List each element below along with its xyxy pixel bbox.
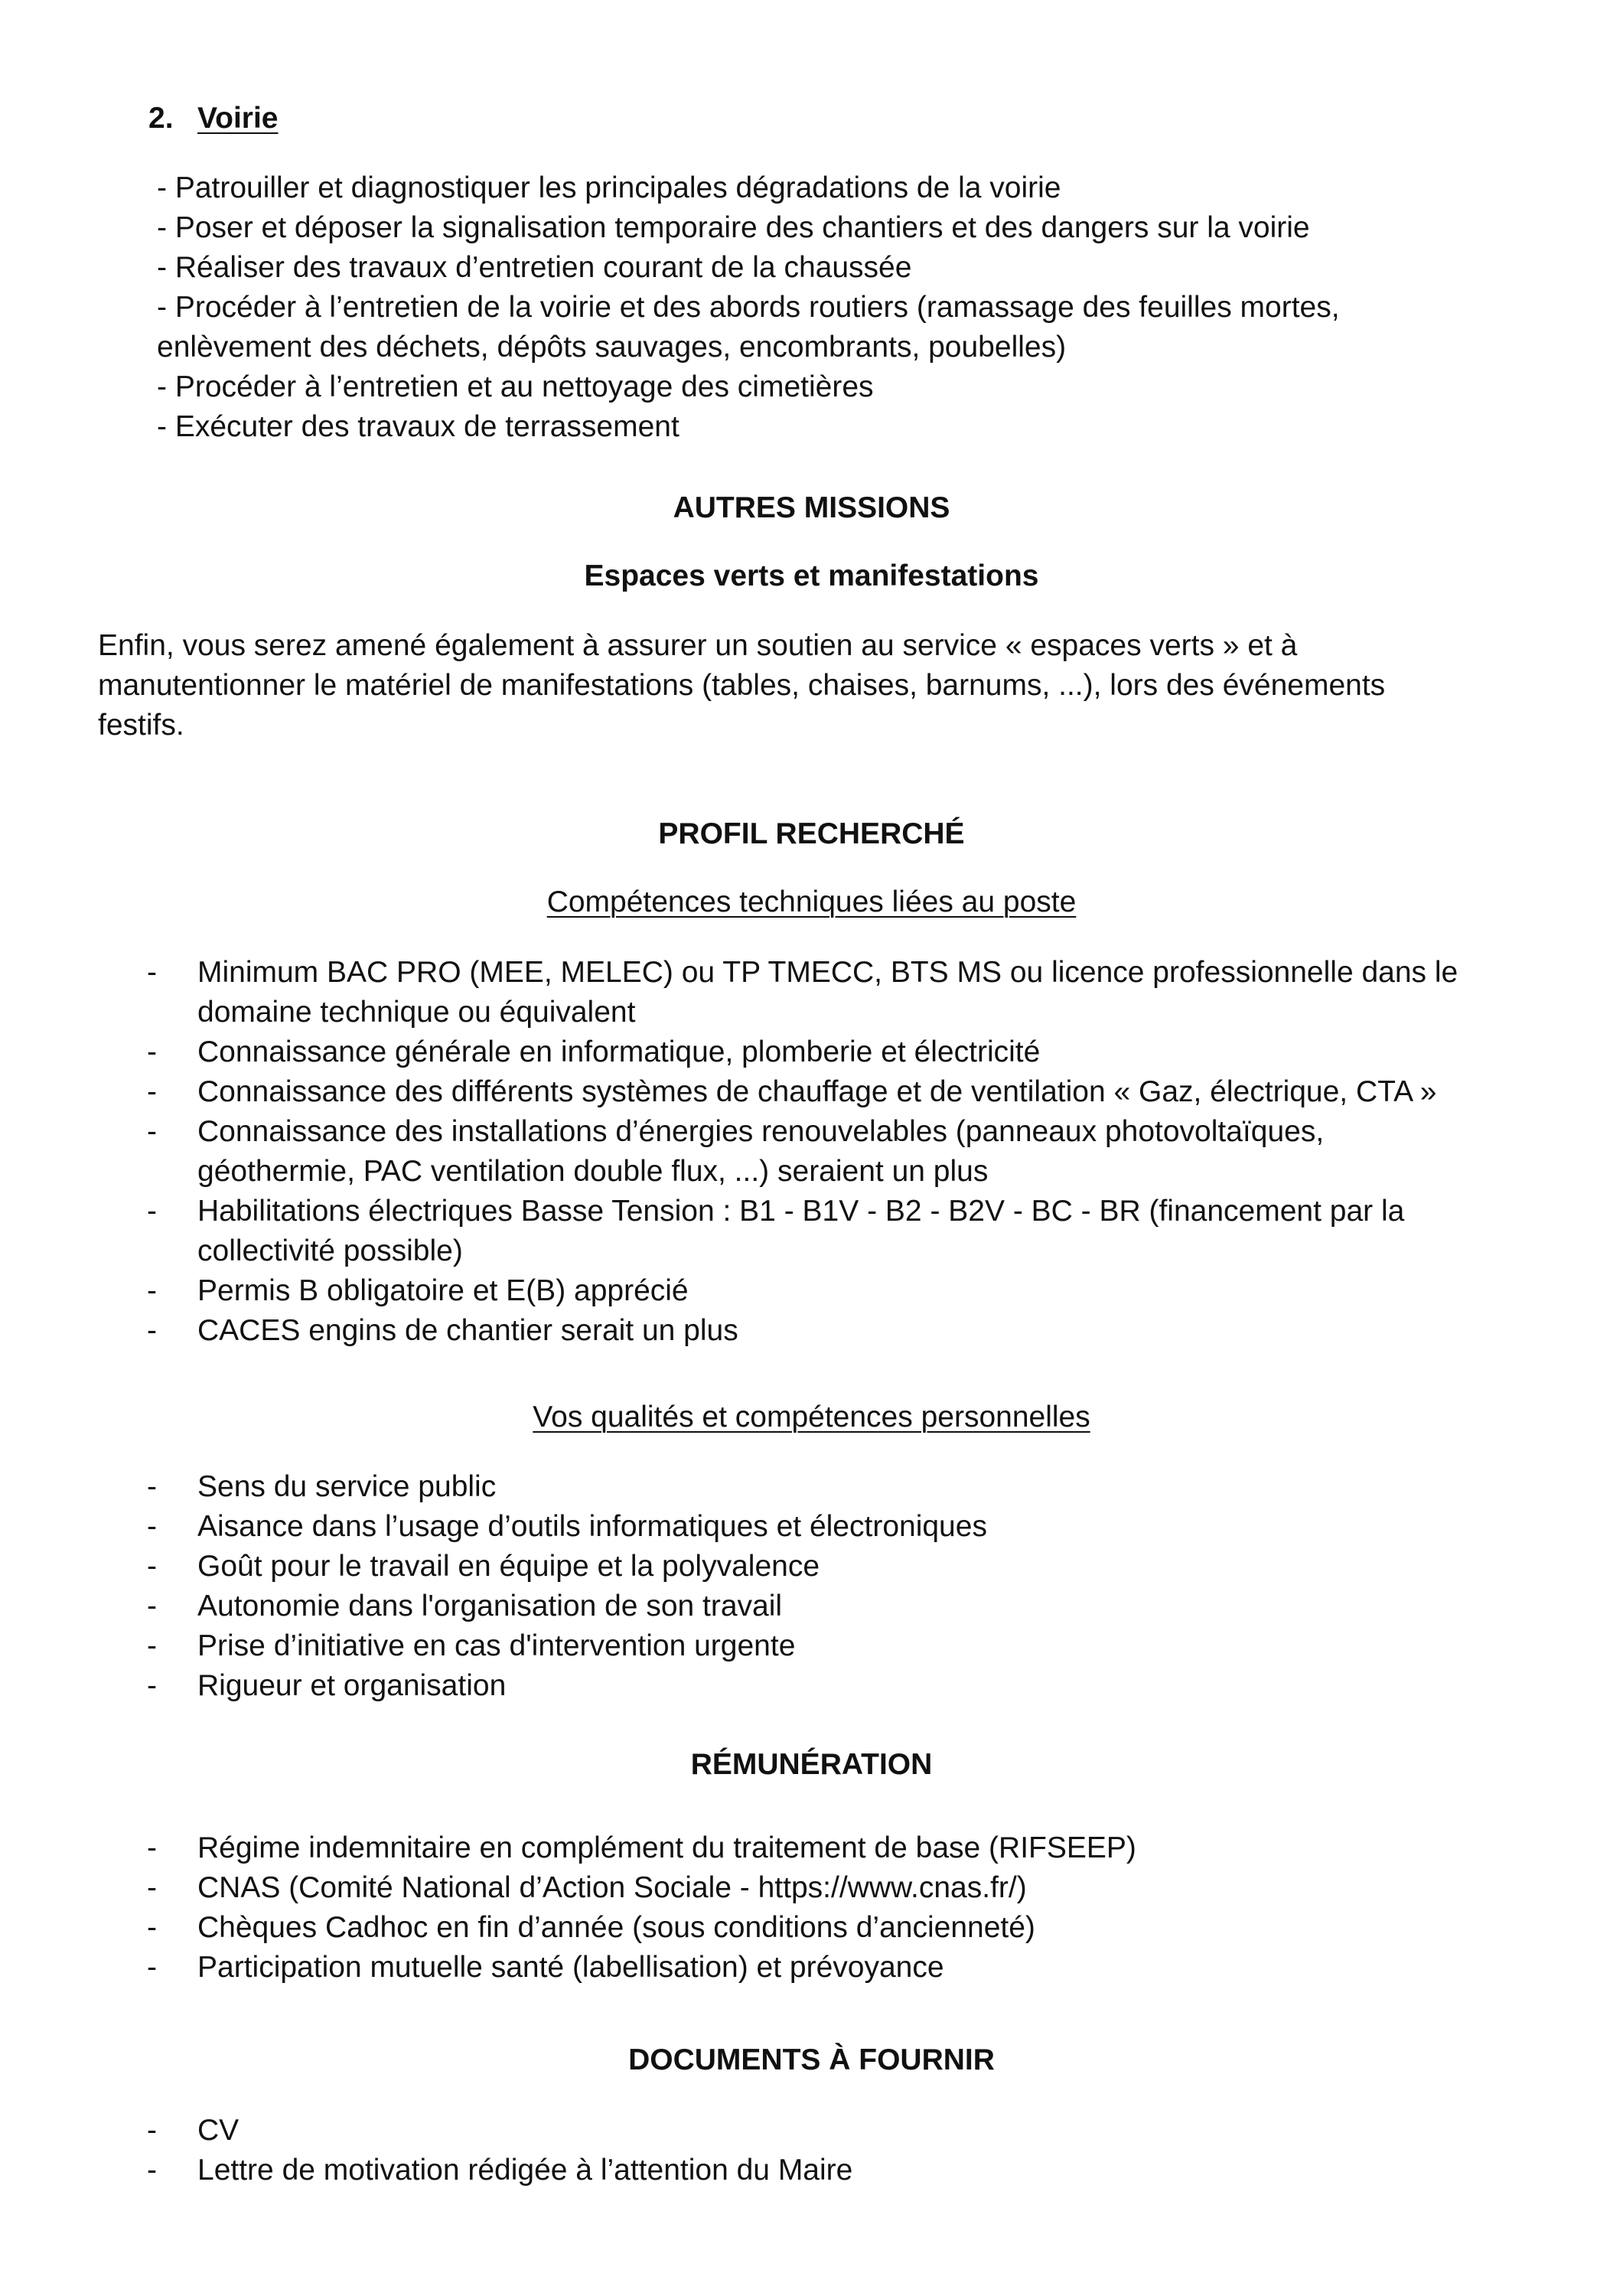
list-item: Lettre de motivation rédigée à l’attention du Maire: [197, 2154, 853, 2187]
list-item: Goût pour le travail en équipe et la polyvalence: [197, 1550, 820, 1583]
list-item: Régime indemnitaire en complément du traitement de base (RIFSEEP): [197, 1831, 1136, 1864]
list-bullet: -: [147, 1314, 157, 1347]
paragraph-line: Enfin, vous serez amené également à assurer un soutien au service « espaces verts » et à: [98, 629, 1298, 662]
paragraph-line: festifs.: [98, 709, 184, 742]
list-item: CACES engins de chantier serait un plus: [197, 1314, 738, 1347]
list-item-continuation: collectivité possible): [197, 1234, 463, 1267]
voirie-line: - Réaliser des travaux d’entretien courant de la chaussée: [157, 251, 912, 284]
list-bullet: -: [147, 1115, 157, 1148]
list-item-continuation: géothermie, PAC ventilation double flux, ...) seraient un plus: [197, 1155, 989, 1188]
list-bullet: -: [147, 1035, 157, 1068]
list-item: Minimum BAC PRO (MEE, MELEC) ou TP TMECC, BTS MS ou licence professionnelle dans le: [197, 956, 1458, 989]
heading-autres-missions: AUTRES MISSIONS: [673, 491, 950, 524]
list-bullet: -: [147, 1195, 157, 1228]
voirie-line: - Procéder à l’entretien de la voirie et des abords routiers (ramassage des feuilles mortes,: [157, 291, 1340, 324]
list-item: Autonomie dans l'organisation de son travail: [197, 1590, 783, 1623]
list-bullet: -: [147, 1075, 157, 1108]
list-bullet: -: [147, 1911, 157, 1944]
list-bullet: -: [147, 1629, 157, 1662]
list-item: Connaissance générale en informatique, plomberie et électricité: [197, 1035, 1041, 1068]
subheading-qualites-personnelles: Vos qualités et compétences personnelles: [533, 1401, 1090, 1433]
list-item: Chèques Cadhoc en fin d’année (sous conditions d’ancienneté): [197, 1911, 1035, 1944]
list-item-continuation: domaine technique ou équivalent: [197, 996, 636, 1029]
heading-remuneration: RÉMUNÉRATION: [690, 1748, 933, 1781]
list-bullet: -: [147, 1470, 157, 1503]
list-item: Participation mutuelle santé (labellisation) et prévoyance: [197, 1951, 944, 1984]
list-item: Connaissance des différents systèmes de chauffage et de ventilation « Gaz, électrique, CTA »: [197, 1075, 1437, 1108]
section-title-voirie: Voirie: [197, 102, 279, 135]
list-item: Rigueur et organisation: [197, 1669, 507, 1702]
list-bullet: -: [147, 1590, 157, 1623]
list-item: Sens du service public: [197, 1470, 497, 1503]
list-bullet: -: [147, 956, 157, 989]
subheading-espaces-verts: Espaces verts et manifestations: [584, 559, 1039, 592]
list-item: CNAS (Comité National d’Action Sociale - https://www.cnas.fr/): [197, 1871, 1027, 1904]
heading-profil-recherche: PROFIL RECHERCHÉ: [658, 817, 965, 850]
list-item: Permis B obligatoire et E(B) apprécié: [197, 1274, 689, 1307]
voirie-line: - Exécuter des travaux de terrassement: [157, 410, 680, 443]
list-bullet: -: [147, 1831, 157, 1864]
list-bullet: -: [147, 1951, 157, 1984]
list-item: Prise d’initiative en cas d'intervention urgente: [197, 1629, 796, 1662]
list-bullet: -: [147, 1669, 157, 1702]
list-item: Connaissance des installations d’énergies renouvelables (panneaux photovoltaïques,: [197, 1115, 1325, 1148]
list-bullet: -: [147, 1274, 157, 1307]
paragraph-line: manutentionner le matériel de manifestations (tables, chaises, barnums, ...), lors des événements: [98, 669, 1386, 702]
list-item: Aisance dans l’usage d’outils informatiques et électroniques: [197, 1510, 987, 1543]
list-bullet: -: [147, 1550, 157, 1583]
list-bullet: -: [147, 2154, 157, 2187]
list-bullet: -: [147, 1871, 157, 1904]
voirie-line: - Procéder à l’entretien et au nettoyage des cimetières: [157, 370, 874, 403]
section-number: 2.: [148, 102, 174, 135]
heading-documents: DOCUMENTS À FOURNIR: [628, 2043, 995, 2076]
list-bullet: -: [147, 1510, 157, 1543]
subheading-competences-techniques: Compétences techniques liées au poste: [546, 885, 1077, 918]
list-item: Habilitations électriques Basse Tension : B1 - B1V - B2 - B2V - BC - BR (financement par la: [197, 1195, 1405, 1228]
list-bullet: -: [147, 2114, 157, 2147]
list-item: CV: [197, 2114, 240, 2147]
voirie-line: - Patrouiller et diagnostiquer les principales dégradations de la voirie: [157, 171, 1061, 204]
voirie-line: - Poser et déposer la signalisation temporaire des chantiers et des dangers sur la voirie: [157, 211, 1310, 244]
voirie-line: enlèvement des déchets, dépôts sauvages, encombrants, poubelles): [157, 331, 1067, 364]
